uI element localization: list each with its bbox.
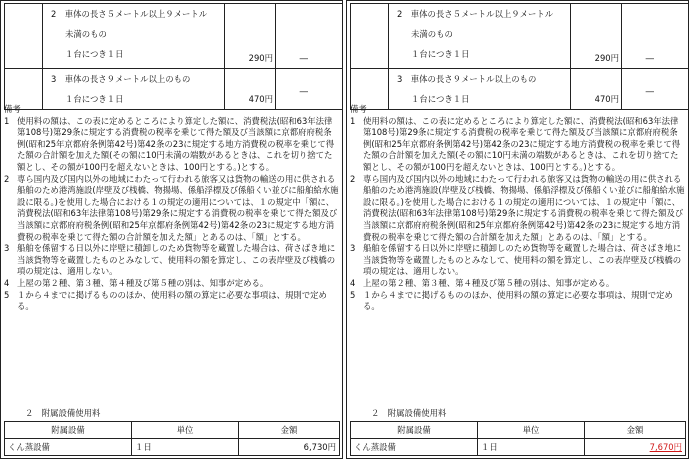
right-pane-revised: [346, 0, 689, 459]
unit-cell: １日: [132, 439, 239, 456]
dash-cell: ―: [645, 86, 654, 96]
table-header-row: [351, 422, 686, 439]
row-label-line: 未満のもの: [411, 29, 453, 39]
note-item: 4 上屋の第２種、第３種、第４種及び第５種の別は、知事が定める。: [4, 277, 269, 288]
left-pane-current: [0, 0, 343, 459]
dash-cell: ―: [299, 53, 308, 63]
table-row: [351, 4, 690, 69]
table-row: [5, 439, 340, 456]
note-item: 3 船舶を係留する日以外に岸壁に積卸しのため貨物等を蔵置した場合は、荷さばき地に当該貨物等を蔵置したものとみなして、使用料の額を算定し、この表岸壁及び桟橋の項の規定は、適用しない。: [4, 243, 336, 277]
remarks: [4, 104, 340, 313]
dash-cell: ―: [299, 86, 308, 96]
row-label-line: 未満のもの: [65, 29, 107, 39]
amount-cell: 290円: [594, 53, 619, 63]
revised-amount: 7,670円: [649, 442, 682, 452]
equipment-name: くん蒸設備: [5, 439, 132, 456]
remarks: [350, 104, 686, 313]
table-row: [351, 439, 686, 456]
column-header: 金額: [239, 422, 340, 439]
note-item: 4 上屋の第２種、第３種、第４種及び第５種の別は、知事が定める。: [350, 277, 615, 288]
note-item: 2 専ら国内及び国内以外の地域にわたって行われる旅客又は貨物の輸送の用に供される船舶のため港湾施設(岸壁及び桟橋、物揚場、係船浮標及び係船くい並びに船舶給水施設に限る。)を使用した場合における１の規定の適用については、１の規定中「額に、消費税法(昭和63年法律第108号)第29条に規定する消費税の税率を乗じて得た額及び当該額に京都府府税条例(昭和25年京都府条例第42号)第42条の23に規定する地方消費税の税率を乗じて得た額の合計額を加えた額」とあるのは、「額」とする。: [4, 173, 339, 242]
attached-equipment-table: [350, 421, 686, 456]
dash-cell: ―: [645, 53, 654, 63]
amount-cell: 290円: [248, 53, 273, 63]
amount-cell: 470円: [594, 94, 619, 104]
amount-cell: 6,730円: [239, 439, 340, 456]
note-item: 5 １から４までに掲げるもののほか、使用料の額の算定に必要な事項は、規則で定める。: [350, 289, 673, 312]
note-item: 3 船舶を係留する日以外に岸壁に積卸しのため貨物等を蔵置した場合は、荷さばき地に当該貨物等を蔵置したものとみなして、使用料の額を算定し、この表岸壁及び桟橋の項の規定は、適用しない。: [350, 243, 682, 277]
row-label-line: 2 車体の長さ５メートル以上９メートル: [51, 9, 208, 19]
column-header: 金額: [585, 422, 686, 439]
table-header-row: [5, 422, 340, 439]
unit-cell: １日: [478, 439, 585, 456]
table-row: [5, 4, 344, 69]
row-label-line: 3 車体の長さ９メートル以上のもの: [397, 74, 537, 84]
column-header: 単位: [132, 422, 239, 439]
column-header: 附属設備: [5, 422, 132, 439]
remarks-title: 備考: [350, 104, 367, 114]
note-item: 1 使用料の額は、この表に定めるところにより算定した額に、消費税法(昭和63年法律第108号)第29条に規定する消費税の税率を乗じて得た額及び当該額に京都府府税条例(昭和25年京都府条例第42号)第42条の23に規定する地方消費税の税率を乗じて得た額の合計額を加えた額(その額に10円未満の端数があるときは、これを切り捨てた額とし、その額が100円を超えないときは、100円とする。)とする。: [4, 115, 335, 172]
row-label-line: １台につき１日: [411, 94, 470, 104]
fee-table-fragment: [350, 3, 689, 110]
row-label-line: 2 車体の長さ５メートル以上９メートル: [397, 9, 554, 19]
section-title: ２ 附属設備使用料: [25, 408, 101, 418]
column-header: 単位: [478, 422, 585, 439]
column-header: 附属設備: [351, 422, 478, 439]
attached-equipment-table: [4, 421, 340, 456]
amount-cell: 470円: [248, 94, 273, 104]
note-item: 2 専ら国内及び国内以外の地域にわたって行われる旅客又は貨物の輸送の用に供される船舶のため港湾施設(岸壁及び桟橋、物揚場、係船浮標及び係船くい並びに船舶給水施設に限る。)を使用した場合における１の規定の適用については、１の規定中「額に、消費税法(昭和63年法律第108号)第29条に規定する消費税の税率を乗じて得た額及び当該額に京都府府税条例(昭和25年京都府条例第42号)第42条の23に規定する地方消費税の税率を乗じて得た額の合計額を加えた額」とあるのは、「額」とする。: [350, 173, 685, 242]
fee-table-fragment: [4, 3, 343, 110]
row-label-line: １台につき１日: [411, 49, 470, 59]
note-item: 5 １から４までに掲げるもののほか、使用料の額の算定に必要な事項は、規則で定める。: [4, 289, 327, 312]
section-title: ２ 附属設備使用料: [371, 408, 447, 418]
equipment-name: くん蒸設備: [351, 439, 478, 456]
row-label-line: １台につき１日: [65, 49, 124, 59]
note-item: 1 使用料の額は、この表に定めるところにより算定した額に、消費税法(昭和63年法律第108号)第29条に規定する消費税の税率を乗じて得た額及び当該額に京都府府税条例(昭和25年京都府条例第42号)第42条の23に規定する地方消費税の税率を乗じて得た額の合計額を加えた額(その額に10円未満の端数があるときは、これを切り捨てた額とし、その額が100円を超えないときは、100円とする。)とする。: [350, 115, 681, 172]
row-label-line: １台につき１日: [65, 94, 124, 104]
remarks-title: 備考: [4, 104, 21, 114]
row-label-line: 3 車体の長さ９メートル以上のもの: [51, 74, 191, 84]
